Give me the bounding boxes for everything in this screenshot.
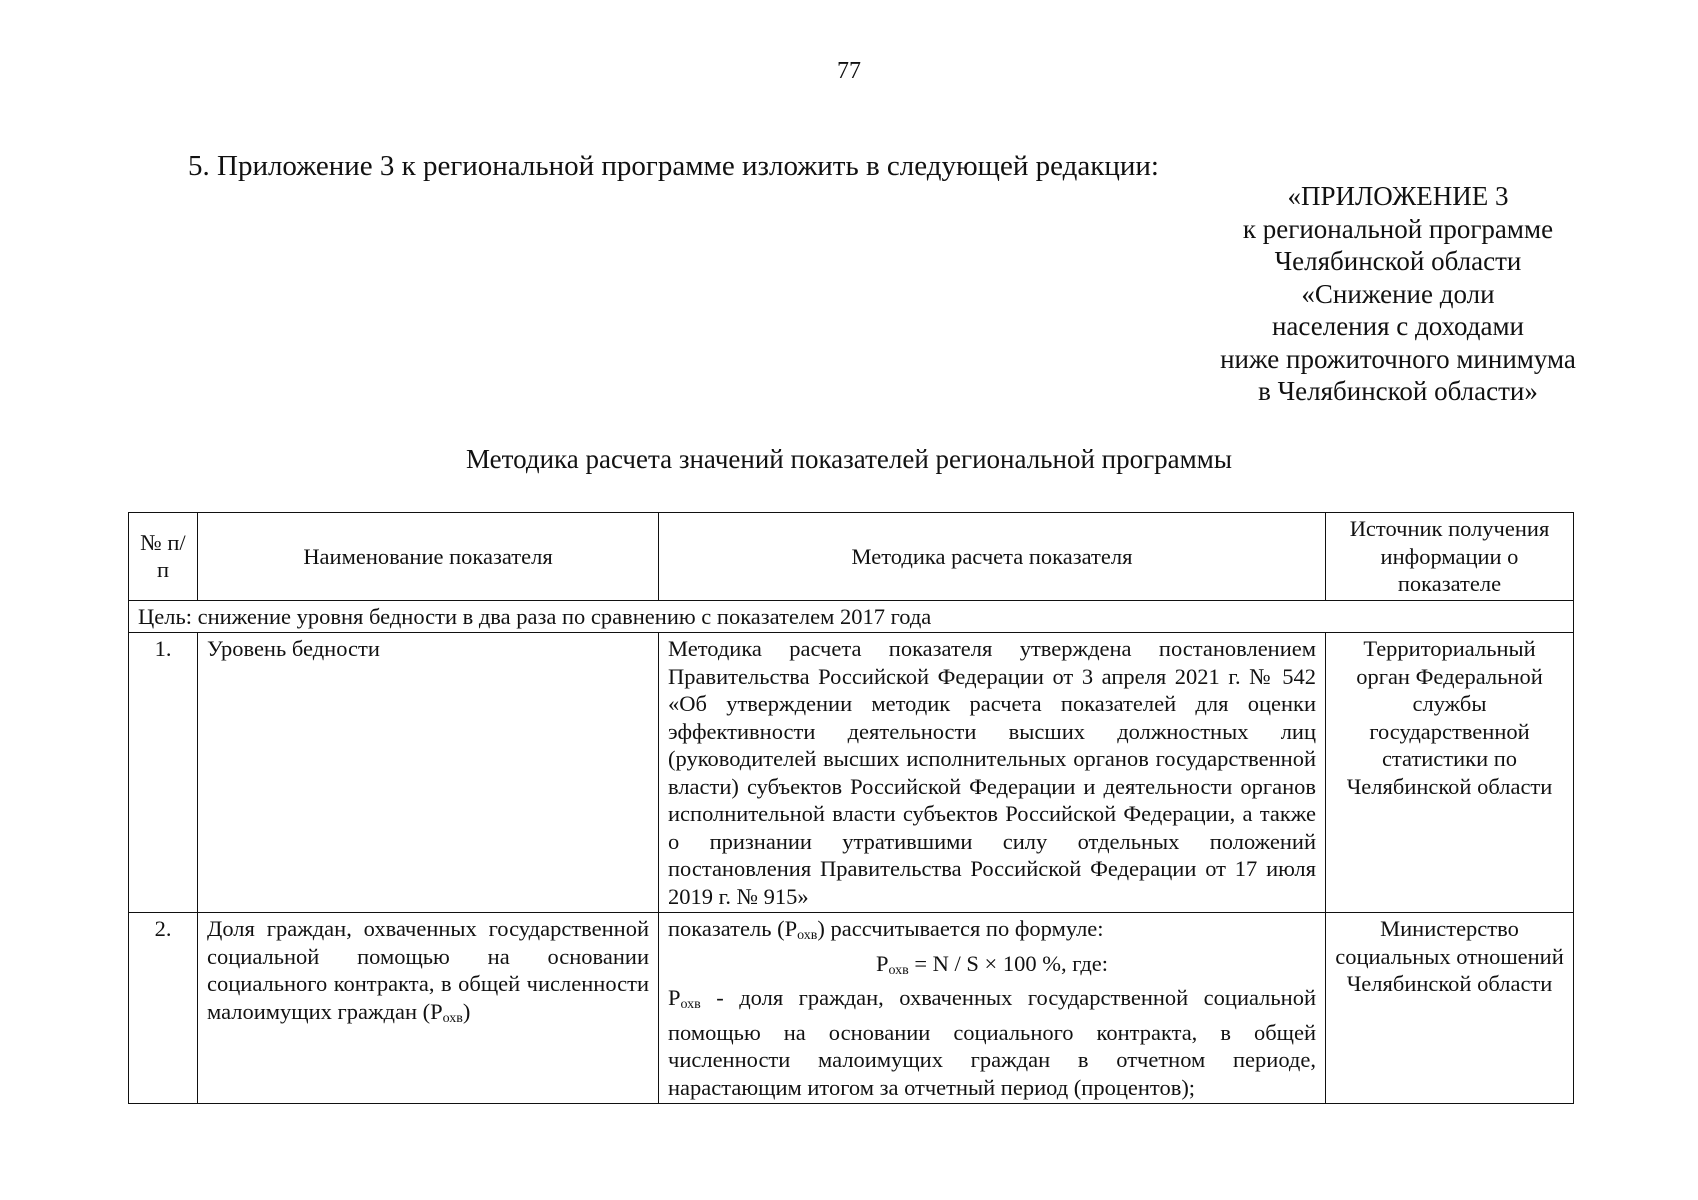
- header-information-source: Источник получения информации о показателе: [1326, 513, 1574, 601]
- appendix-line: «ПРИЛОЖЕНИЕ 3: [1287, 181, 1509, 211]
- row-number: 1.: [129, 633, 198, 913]
- symbol-letter: (P: [422, 998, 443, 1024]
- intro-text-end: ) рассчитывается по формуле:: [817, 916, 1104, 941]
- indicator-name: Уровень бедности: [198, 633, 659, 913]
- intro-text: показатель (P: [668, 916, 798, 941]
- appendix-line: населения с доходами: [1271, 311, 1524, 341]
- row-number: 2.: [129, 913, 198, 1104]
- definition-text: - доля граждан, охваченных государственной социальной помощью на основании социального контракта, в общей численности малоимущих граждан в отчетном периоде, нарастающим итогом за отчетный период (процентов);: [668, 985, 1316, 1100]
- table-row: [129, 633, 1574, 913]
- intro-subscript: охв: [797, 928, 818, 943]
- formula-symbol: P: [875, 950, 889, 976]
- indicator-symbol: [423, 999, 471, 1024]
- appendix-line: в Челябинской области»: [1258, 376, 1538, 406]
- document-title: Методика расчета значений показателей региональной программы: [466, 444, 1232, 474]
- amendment-instruction: 5. Приложение 3 к региональной программе изложить в следующей редакции:: [188, 150, 1159, 182]
- header-calculation-method: Методика расчета показателя: [659, 513, 1326, 601]
- appendix-heading: [1188, 180, 1608, 408]
- goal-text: Цель: снижение уровня бедности в два раза по сравнению с показателем 2017 года: [129, 600, 1574, 633]
- appendix-line: «Снижение доли: [1301, 278, 1495, 309]
- page-number: 77: [837, 58, 861, 84]
- formula-subscript: охв: [888, 962, 909, 978]
- table-row: [129, 913, 1574, 1104]
- symbol-subscript: охв: [442, 1010, 463, 1026]
- method-intro: [668, 915, 1316, 950]
- definition-symbol: P: [668, 985, 681, 1010]
- header-number: № п/п: [129, 513, 198, 601]
- calculation-method: Методика расчета показателя утверждена постановлением Правительства Российской Федерации от 3 апреля 2021 г. № 542 «Об утверждении методик расчета показателей для оценки эффективности деятельности высших должностных лиц (руководителей высших исполнительных органов государственной власти) субъектов Российской Федерации и деятельности органов исполнительной власти субъектов Российской Федерации, а также о признании утратившими силу отдельных положений постановления Правительства Российской Федерации от 17 июля 2019 г. № 915»: [659, 633, 1326, 913]
- table-header-row: [129, 513, 1574, 601]
- symbol-close: ): [462, 998, 471, 1024]
- calculation-method: [659, 913, 1326, 1104]
- formula: [668, 950, 1316, 985]
- information-source: Министерство социальных отношений Челябинской области: [1326, 913, 1574, 1104]
- definition-subscript: охв: [680, 997, 701, 1012]
- appendix-line: ниже прожиточного минимума: [1220, 343, 1576, 374]
- indicators-table: [128, 512, 1574, 1104]
- indicator-name: [198, 913, 659, 1104]
- goal-row: [129, 600, 1574, 633]
- header-indicator-name: Наименование показателя: [198, 513, 659, 601]
- variable-definition: [668, 984, 1316, 1101]
- appendix-line: к региональной программе: [1242, 213, 1554, 244]
- appendix-line: Челябинской области: [1274, 246, 1522, 276]
- information-source: Территориальный орган Федеральной службы государственной статистики по Челябинской области: [1326, 633, 1574, 913]
- formula-expression: = N / S × 100 %, где:: [908, 950, 1109, 976]
- indicator-name-text: Доля граждан, охваченных государственной социальной помощью на основании социального контракта, в общей численности малоимущих граждан: [207, 916, 649, 1024]
